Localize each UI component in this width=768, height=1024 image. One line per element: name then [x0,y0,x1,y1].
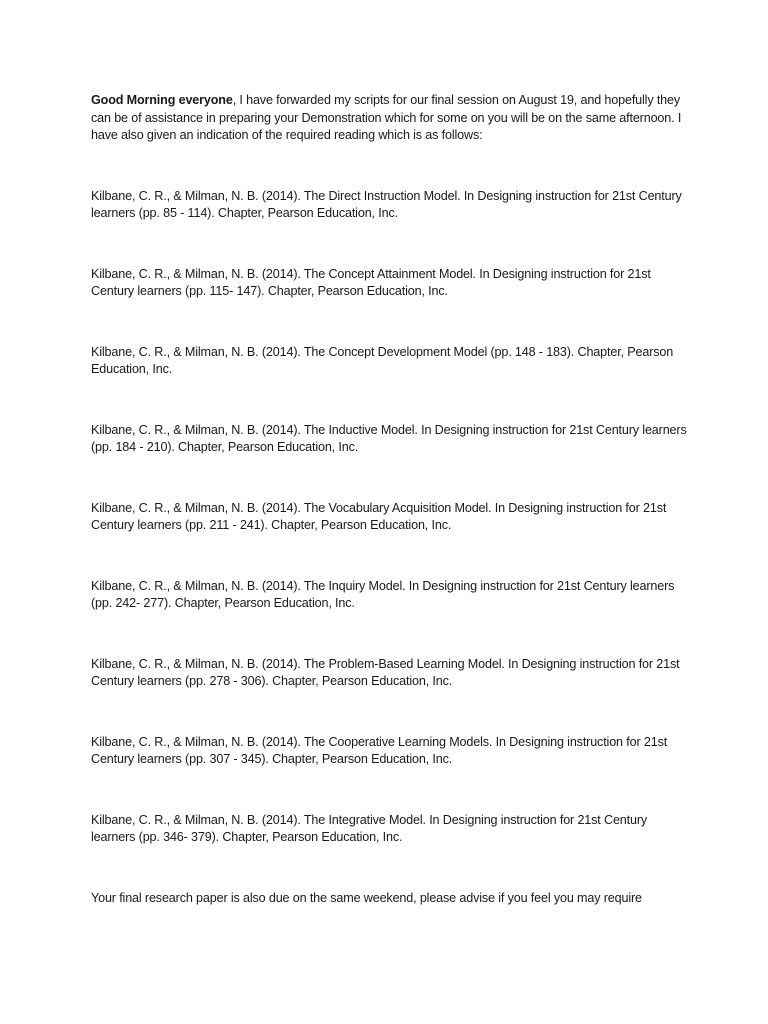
reference-item: Kilbane, C. R., & Milman, N. B. (2014). The Inductive Model. In Designing instruction for 21st Century learners (pp. 184 - 210). Chapter, Pearson Education, Inc. [91,422,687,454]
reference-item: Kilbane, C. R., & Milman, N. B. (2014). The Direct Instruction Model. In Designing instruction for 21st Century learners (pp. 85 - 114). Chapter, Pearson Education, Inc. [91,188,682,220]
reference-item: Kilbane, C. R., & Milman, N. B. (2014). The Concept Development Model (pp. 148 - 183). Chapter, Pearson Education, Inc. [91,344,674,376]
reference-item: Kilbane, C. R., & Milman, N. B. (2014). The Concept Attainment Model. In Designing instruction for 21st Century learners (pp. 115- 147). Chapter, Pearson Education, Inc. [91,266,651,298]
intro-text: , I have forwarded my scripts for our final session on August 19, and hopefully they can be of assistance in preparing your Demonstration which for some on you will be on the same afternoon. I have also given an indication of the required reading which is as follows: [91,93,682,142]
closing-paragraph: Your final research paper is also due on the same weekend, please advise if you feel you may require [91,890,642,905]
reference-item: Kilbane, C. R., & Milman, N. B. (2014). The Cooperative Learning Models. In Designing instruction for 21st Century learners (pp. 307 - 345). Chapter, Pearson Education, Inc. [91,734,668,766]
reference-item: Kilbane, C. R., & Milman, N. B. (2014). The Vocabulary Acquisition Model. In Designing instruction for 21st Century learners (pp. 211 - 241). Chapter, Pearson Education, Inc. [91,500,667,532]
document-body [91,92,691,907]
reference-item: Kilbane, C. R., & Milman, N. B. (2014). The Inquiry Model. In Designing instruction for 21st Century learners (pp. 242- 277). Chapter, Pearson Education, Inc. [91,578,675,610]
reference-item: Kilbane, C. R., & Milman, N. B. (2014). The Problem-Based Learning Model. In Designing instruction for 21st Century learners (pp. 278 - 306). Chapter, Pearson Education, Inc. [91,656,680,688]
greeting-text: Good Morning everyone [91,93,233,107]
reference-item: Kilbane, C. R., & Milman, N. B. (2014). The Integrative Model. In Designing instruction for 21st Century learners (pp. 346- 379). Chapter, Pearson Education, Inc. [91,812,648,844]
intro-paragraph [91,92,691,145]
